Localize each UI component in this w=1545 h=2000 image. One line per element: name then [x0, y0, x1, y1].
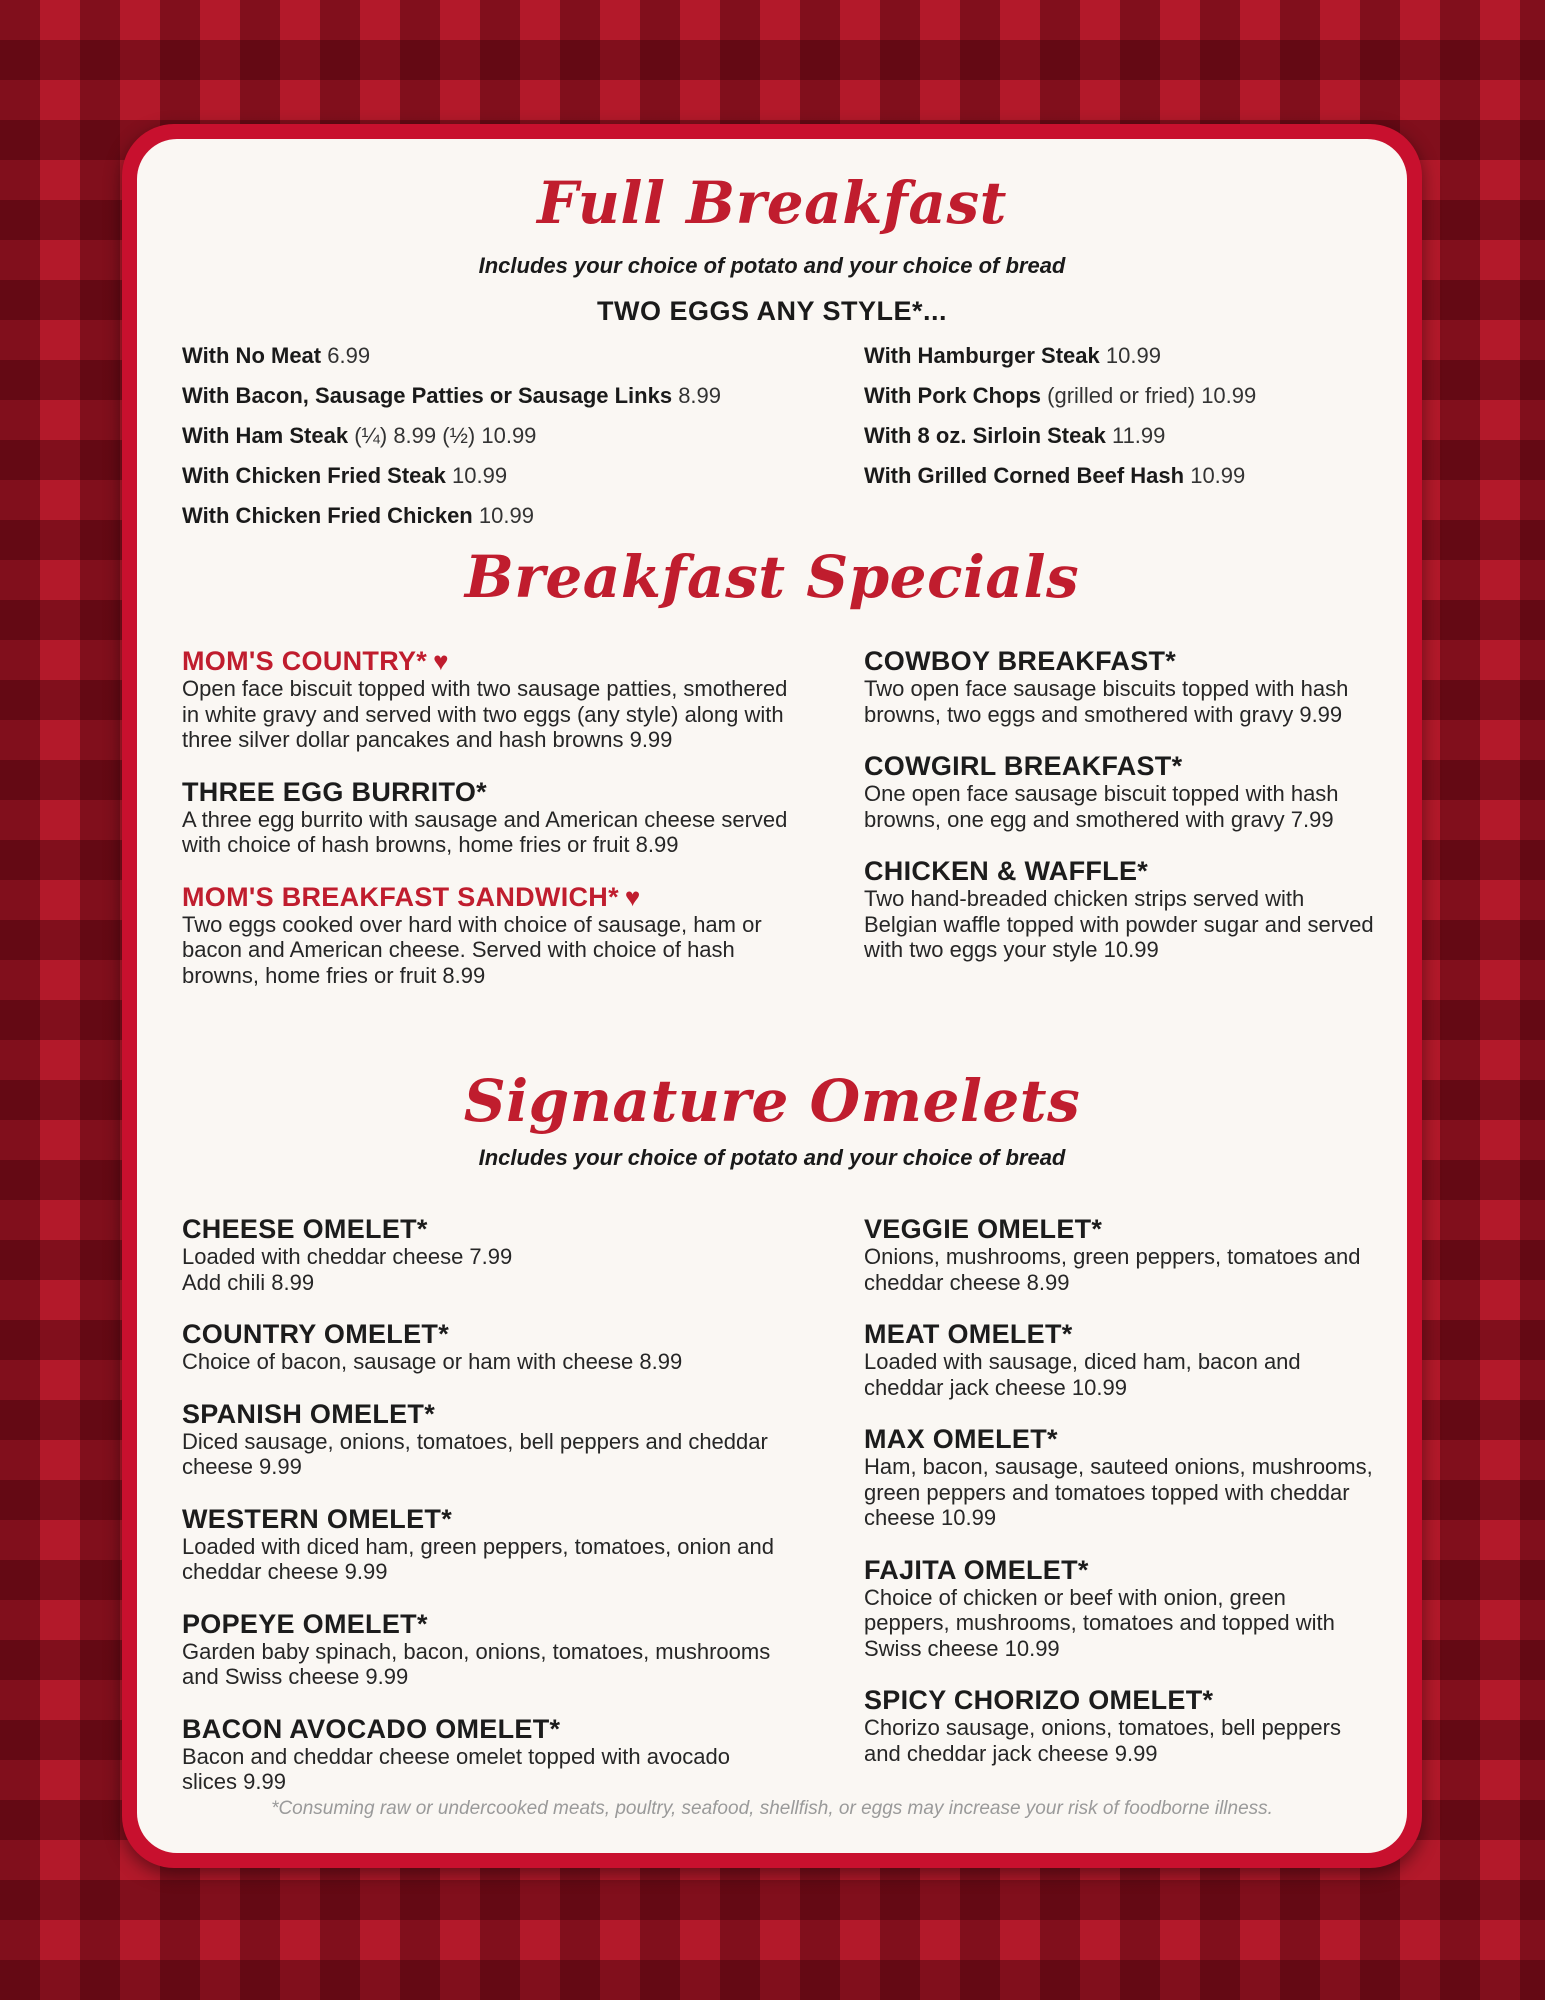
specials-right-list	[864, 646, 1374, 987]
item-price: 10.99	[1190, 463, 1246, 488]
heart-icon: ♥	[624, 881, 641, 912]
item-title: THREE EGG BURRITO*	[182, 776, 487, 807]
item-description: Bacon and cheddar cheese omelet topped with avocado slices 9.99	[182, 1743, 730, 1794]
breakfast-specials-title: Breakfast Specials	[464, 543, 1080, 611]
item-title: WESTERN OMELET*	[182, 1503, 453, 1534]
item-title: CHICKEN & WAFFLE*	[864, 856, 1149, 886]
item-description: Two eggs cooked over hard with choice of sausage, ham or bacon and American cheese. Served with choice of hash browns, home fries or fruit 8.99	[182, 911, 762, 988]
item-description: Chorizo sausage, onions, tomatoes, bell peppers and cheddar jack cheese 9.99	[864, 1715, 1341, 1766]
menu-line	[182, 456, 832, 496]
full-breakfast-left-list	[182, 336, 832, 536]
item-title: CHEESE OMELET*	[182, 1214, 428, 1244]
item-title: SPICY CHORIZO OMELET*	[864, 1685, 1214, 1715]
item-price: 6.99	[327, 343, 371, 368]
two-eggs-heading: TWO EGGS ANY STYLE*...	[596, 296, 948, 326]
foodborne-disclaimer: *Consuming raw or undercooked meats, poultry, seafood, shellfish, or eggs may increase your risk of foodborne illness.	[271, 1798, 1273, 1819]
omelets-right-list	[864, 1214, 1374, 1790]
item-title: POPEYE OMELET*	[182, 1608, 428, 1639]
item-title: MEAT OMELET*	[864, 1319, 1073, 1349]
menu-item	[864, 856, 1374, 963]
menu-line	[864, 416, 1364, 456]
signature-omelets-title: Signature Omelets	[463, 1067, 1081, 1135]
item-name: With Pork Chops	[864, 383, 1042, 408]
item-price: 11.99	[1111, 423, 1166, 448]
item-description: A three egg burrito with sausage and American cheese served with choice of hash browns, home fries or fruit 8.99	[182, 806, 788, 857]
item-description: Two hand-breaded chicken strips served with Belgian waffle topped with powder sugar and served with two eggs your style 10.99	[864, 886, 1374, 962]
item-title: FAJITA OMELET*	[864, 1554, 1089, 1585]
omelets-left-list	[182, 1214, 782, 1819]
menu-item	[864, 646, 1374, 727]
item-title: COUNTRY OMELET*	[182, 1319, 450, 1349]
full-breakfast-title: Full Breakfast	[537, 169, 1007, 237]
item-description: Choice of bacon, sausage or ham with cheese 8.99	[182, 1349, 683, 1374]
menu-line	[864, 456, 1364, 496]
item-description-addon: Add chili 8.99	[182, 1269, 315, 1295]
menu-item	[864, 1214, 1374, 1295]
item-description: Ham, bacon, sausage, sauteed onions, mushrooms, green peppers and tomatoes topped with cheddar cheese 10.99	[864, 1454, 1373, 1530]
menu-item	[182, 1399, 782, 1480]
item-price: (grilled or fried) 10.99	[1047, 383, 1257, 408]
menu-line	[182, 376, 832, 416]
item-title: MAX OMELET*	[864, 1424, 1058, 1454]
signature-omelets-subtitle: Includes your choice of potato and your choice of bread	[478, 1145, 1066, 1170]
menu-line	[864, 376, 1364, 416]
menu-item	[182, 882, 802, 989]
item-description: Diced sausage, onions, tomatoes, bell peppers and cheddar cheese 9.99	[182, 1428, 768, 1479]
item-title: VEGGIE OMELET*	[864, 1214, 1103, 1244]
item-title: COWGIRL BREAKFAST*	[864, 751, 1183, 781]
full-breakfast-right-list	[864, 336, 1364, 496]
menu-line	[182, 496, 832, 536]
item-description: Loaded with cheddar cheese 7.99	[182, 1244, 513, 1269]
menu-line	[182, 416, 832, 456]
item-name: With Ham Steak	[182, 423, 349, 448]
item-name: With Chicken Fried Steak	[182, 463, 446, 488]
full-breakfast-subtitle: Includes your choice of potato and your choice of bread	[478, 253, 1066, 278]
item-title: COWBOY BREAKFAST*	[864, 646, 1177, 676]
item-price: 10.99	[478, 503, 534, 528]
item-description: One open face sausage biscuit topped with hash browns, one egg and smothered with gravy 7.99	[864, 781, 1339, 832]
item-title	[182, 646, 802, 676]
menu-line	[864, 336, 1364, 376]
menu-item	[182, 777, 802, 858]
menu-item	[864, 1319, 1374, 1400]
menu-item	[864, 1424, 1374, 1531]
menu-item	[182, 646, 802, 753]
item-title-text: MOM'S COUNTRY*	[182, 646, 428, 676]
item-description: Two open face sausage biscuits topped with hash browns, two eggs and smothered with gravy 9.99	[864, 676, 1349, 727]
item-description: Choice of chicken or beef with onion, green peppers, mushrooms, tomatoes and topped with Swiss cheese 10.99	[864, 1584, 1335, 1661]
item-price: 8.99	[678, 383, 722, 408]
heart-icon: ♥	[433, 646, 449, 676]
item-name: With Chicken Fried Chicken	[182, 503, 473, 528]
item-title	[182, 882, 802, 912]
item-name: With No Meat	[182, 343, 322, 368]
item-description: Garden baby spinach, bacon, onions, tomatoes, mushrooms and Swiss cheese 9.99	[182, 1638, 771, 1689]
item-description: Loaded with diced ham, green peppers, tomatoes, onion and cheddar cheese 9.99	[182, 1533, 774, 1584]
item-name: With Bacon, Sausage Patties or Sausage Links	[182, 383, 673, 408]
item-title-text: MOM'S BREAKFAST SANDWICH*	[182, 881, 619, 912]
menu-item	[864, 751, 1374, 832]
item-title: BACON AVOCADO OMELET*	[182, 1713, 561, 1744]
item-price: (¼) 8.99 (½) 10.99	[354, 423, 537, 448]
menu-item	[182, 1714, 782, 1795]
item-description: Open face biscuit topped with two sausage patties, smothered in white gravy and served with two eggs (any style) along with three silver dollar pancakes and hash browns 9.99	[182, 676, 788, 752]
menu-item	[182, 1214, 782, 1295]
item-description: Loaded with sausage, diced ham, bacon and cheddar jack cheese 10.99	[864, 1349, 1301, 1400]
menu-item	[182, 1609, 782, 1690]
menu-line	[182, 336, 832, 376]
item-description: Onions, mushrooms, green peppers, tomatoes and cheddar cheese 8.99	[864, 1244, 1361, 1295]
menu-item	[864, 1555, 1374, 1662]
specials-left-list	[182, 646, 802, 1012]
item-price: 10.99	[452, 463, 508, 488]
menu-item	[864, 1685, 1374, 1766]
item-name: With 8 oz. Sirloin Steak	[864, 423, 1106, 448]
item-title: SPANISH OMELET*	[182, 1398, 436, 1429]
item-price: 10.99	[1105, 343, 1161, 368]
item-name: With Grilled Corned Beef Hash	[864, 463, 1185, 488]
menu-item	[182, 1319, 782, 1375]
item-name: With Hamburger Steak	[864, 343, 1100, 368]
menu-item	[182, 1504, 782, 1585]
